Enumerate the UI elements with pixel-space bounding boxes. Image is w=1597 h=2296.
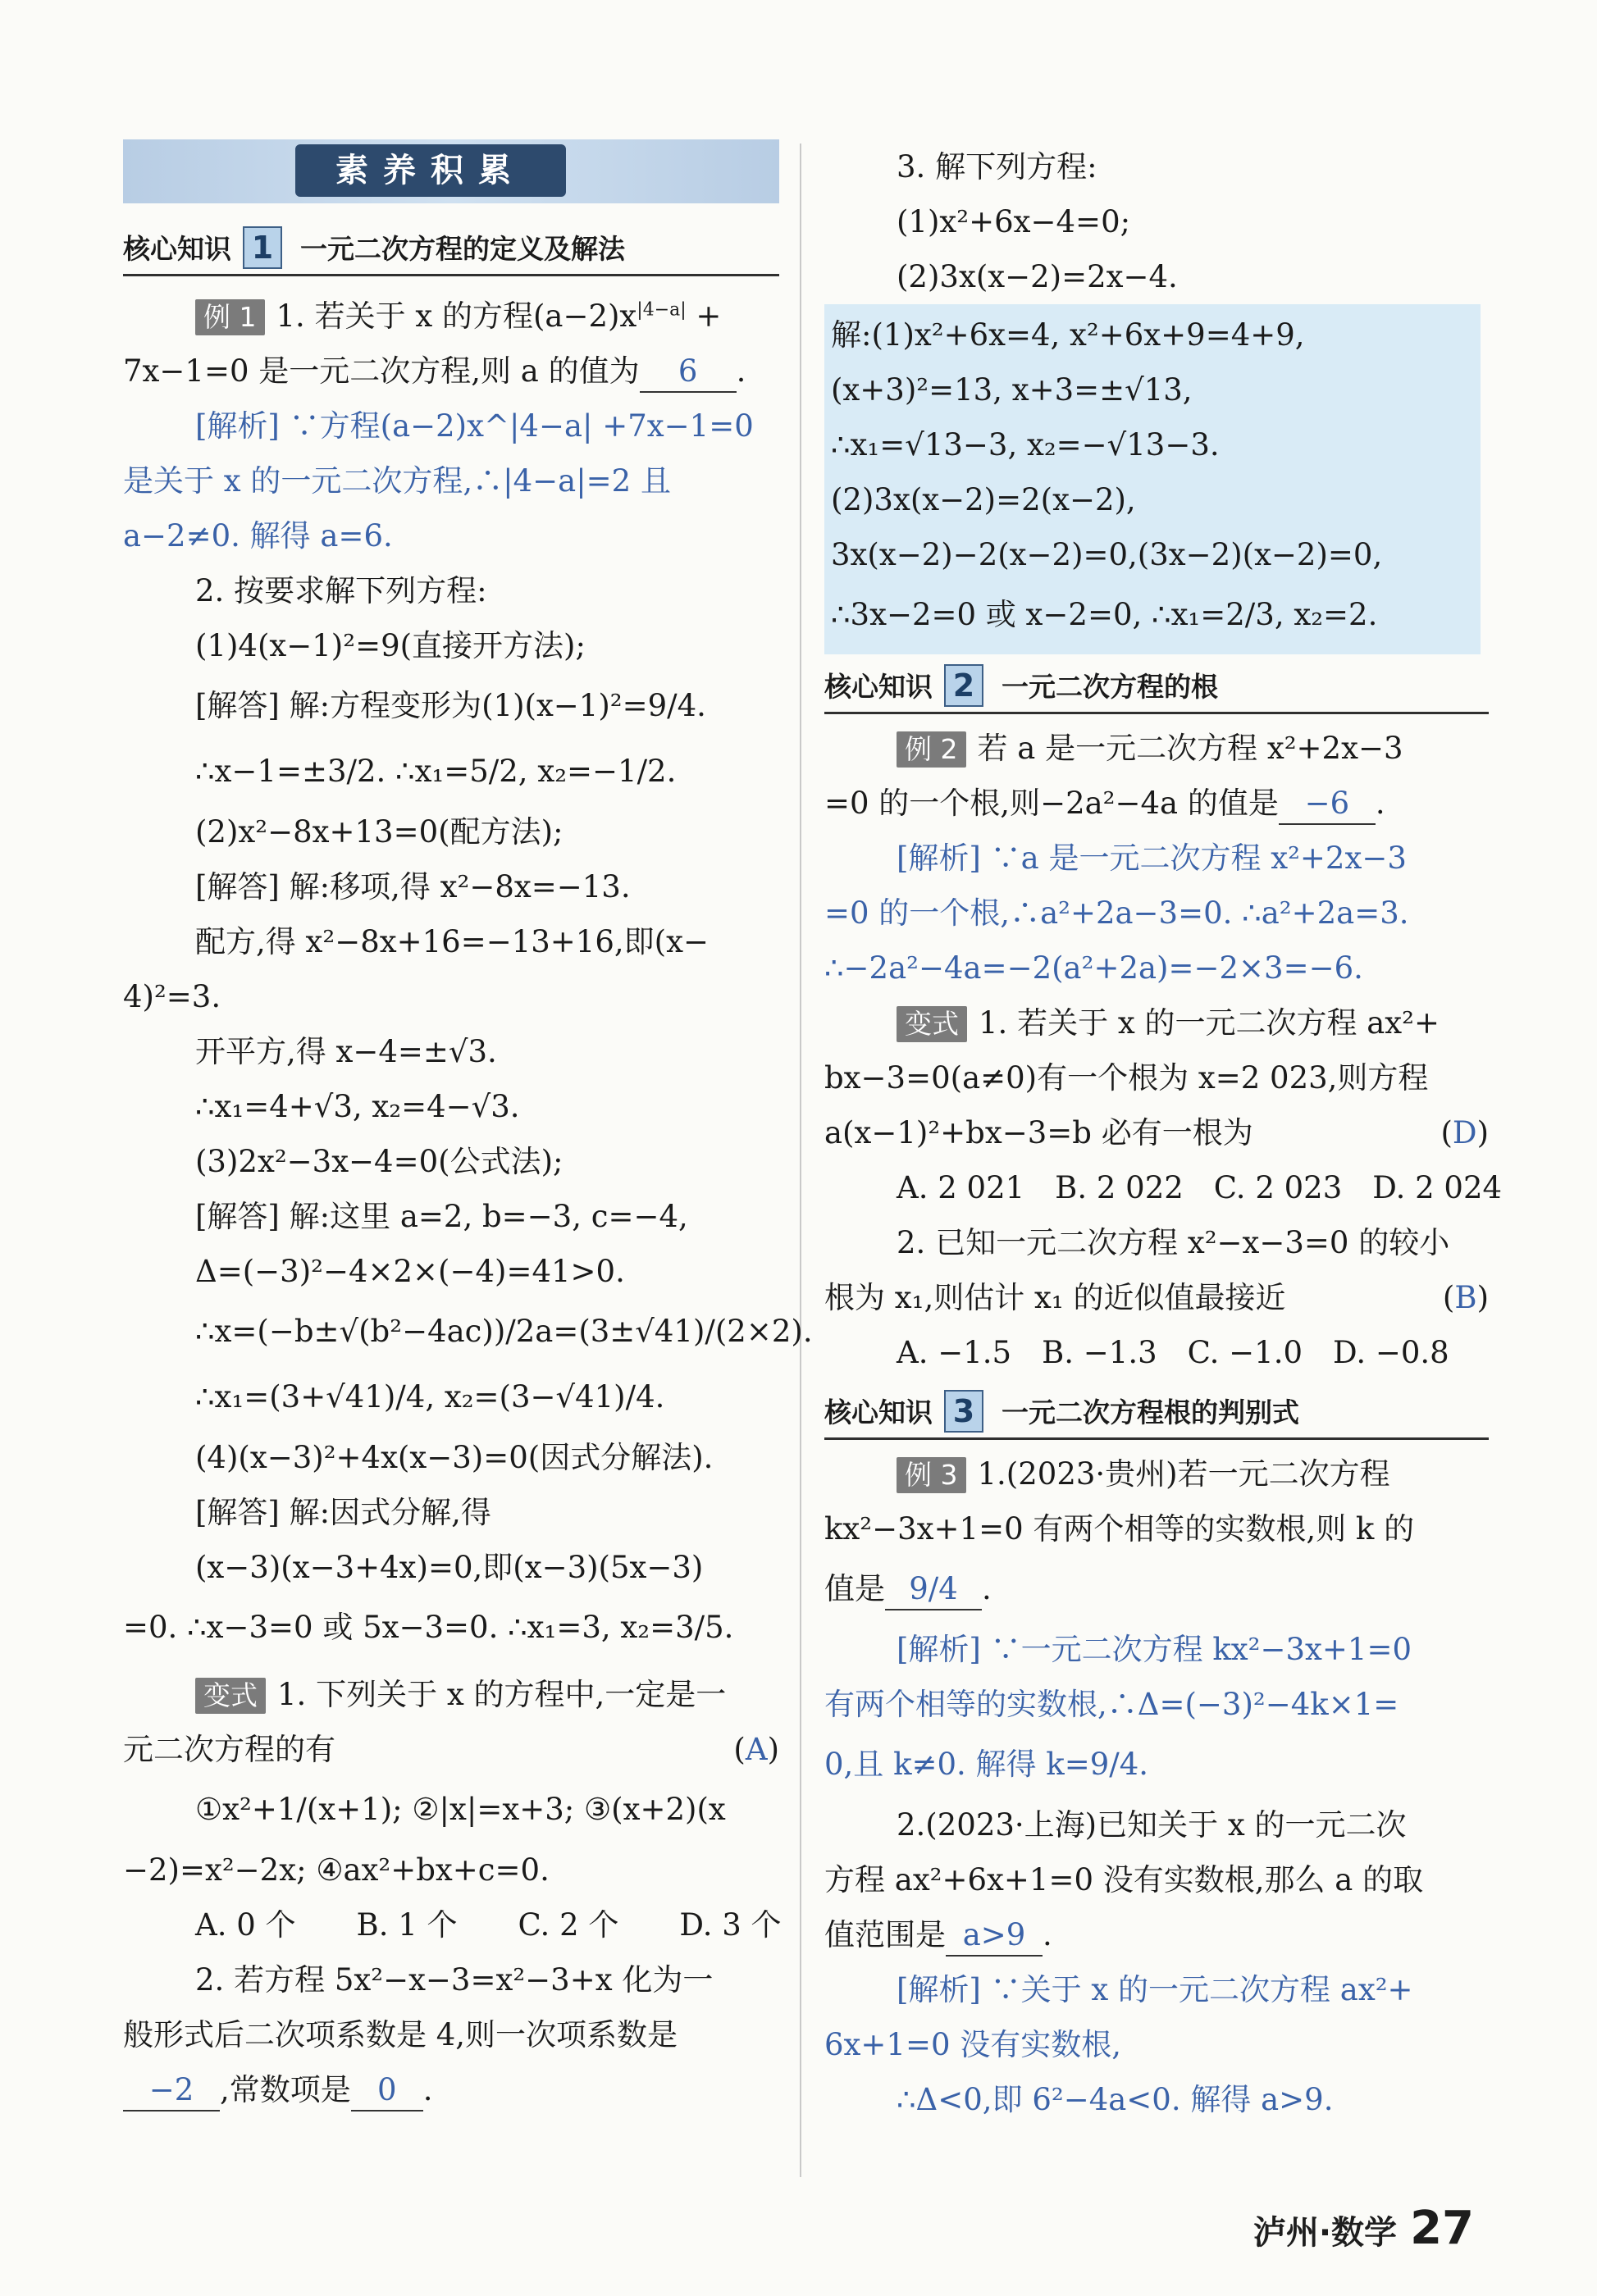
solution-line: 开平方,得 x−4=±√3. [195,1034,497,1070]
solution-line: ∴x₁=4+√3, x₂=4−√3. [195,1089,520,1125]
solution-line: [解答] 解:这里 a=2, b=−3, c=−4, [195,1199,688,1235]
analysis-line: 0,且 k≠0. 解得 k=9/4. [824,1747,1149,1782]
q3-title: 3. 解下列方程: [897,149,1097,184]
variant-q1-options-text: −2)=x²−2x; ④ax²+bx+c=0. [123,1852,550,1888]
solution-line: 4)²=3. [123,979,221,1015]
solution-line: =0. ∴x−3=0 或 5x−3=0. ∴x₁=3, x₂=3/5. [123,1610,734,1646]
core-knowledge-label: 核心知识 [123,233,231,265]
column-divider [800,144,801,2177]
answer-blank: 6 [640,352,737,393]
core-knowledge-label: 核心知识 [824,1396,933,1428]
analysis-line: a−2≠0. 解得 a=6. [123,518,393,554]
variant-2-q2-cont: 根为 x₁,则估计 x₁ 的近似值最接近 (B) [824,1270,1489,1325]
solution-line: ∴x=(−b±√(b²−4ac))/2a=(3±√41)/(2×2). [195,1314,813,1350]
answer-blank: 0 [351,2070,423,2112]
left-column [123,139,813,2117]
example-3-q1-cont: 值是 9/4 . [824,1556,1489,1622]
answer-blank: −6 [1279,784,1376,825]
variant-q2-cont: 般形式后二次项系数是 4,则一次项系数是 [123,2017,678,2053]
page-footer [1253,2202,1474,2255]
solution-line: ∴3x−2=0 或 x−2=0, ∴x₁=2/3, x₂=2. [831,597,1378,632]
analysis-line: 是关于 x 的一元二次方程,∴|4−a|=2 且 [123,463,671,499]
q-text: 1. 若关于 x 的方程$(a-2)x^{|4-a|}$ + [276,298,722,335]
solution-line: ∴x₁=√13−3, x₂=−√13−3. [831,427,1220,462]
example-3-q2-cont: 方程 ax²+6x+1=0 没有实数根,那么 a 的取 [824,1862,1424,1897]
example-3-q1-cont: kx²−3x+1=0 有两个相等的实数根,则 k 的 [824,1511,1415,1547]
core-knowledge-1-heading [123,225,779,276]
q3-part: (2)3x(x−2)=2x−4. [897,259,1178,294]
core-knowledge-number: 1 [243,226,282,269]
variant-q1-options-text: ①x²+1/(x+1); ②|x|=x+3; ③(x+2)(x [195,1792,726,1828]
variant-2-q1: 变式 1. 若关于 x 的一元二次方程 ax²+ [824,995,1489,1050]
variant-q2-answer: −2 ,常数项是 0 . [123,2062,779,2117]
banner-title: 素养积累 [295,144,566,197]
choice-answer: (A) [733,1732,779,1768]
variant-tag: 变式 [897,1006,967,1042]
core-knowledge-title: 一元二次方程的根 [1002,671,1218,703]
analysis-line: 有两个相等的实数根,∴Δ=(−3)²−4k×1= [824,1687,1399,1722]
example-1-q1 [123,283,779,344]
solution-line: ∴x−1=±3/2. ∴x₁=5/2, x₂=−1/2. [195,754,677,790]
example-tag: 例 2 [897,731,966,768]
solution-line: [解答] 解:移项,得 x²−8x=−13. [195,869,631,905]
footer-text: 泸州·数学 [1253,2214,1398,2252]
example-3-q1: 例 3 1.(2023·贵州)若一元二次方程 [824,1446,1489,1501]
example-2-cont: =0 的一个根,则−2a²−4a 的值是 −6 . [824,776,1489,831]
variant-q1-choices: A. 0 个 B. 1 个 C. 2 个 D. 3 个 [195,1907,782,1943]
variant-2-q1-cont: a(x−1)²+bx−3=b 必有一根为 (D) [824,1105,1489,1160]
core-knowledge-number: 2 [944,664,983,707]
solution-line: 配方,得 x²−8x+16=−13+16,即(x− [195,924,709,960]
question-text: (1)4(x−1)²=9(直接开方法); [195,628,586,664]
analysis-line: [解析] ∵a 是一元二次方程 x²+2x−3 [897,840,1407,876]
solution-line: (x+3)²=13, x+3=±√13, [831,372,1193,408]
analysis-line: =0 的一个根,∴a²+2a−3=0. ∴a²+2a=3. [824,895,1409,931]
choice-answer: (D) [1440,1115,1489,1150]
core-knowledge-2-heading [824,663,1489,714]
solution-line: [解答] 解:因式分解,得 [195,1495,491,1531]
example-2: 例 2 若 a 是一元二次方程 x²+2x−3 [824,721,1489,776]
analysis-line: ∴−2a²−4a=−2(a²+2a)=−2×3=−6. [824,950,1363,986]
answer-blank: 9/4 [885,1569,982,1610]
section-banner [123,139,779,203]
core-knowledge-title: 一元二次方程根的判别式 [1002,1396,1299,1428]
right-column [824,139,1503,2127]
example-tag: 例 1 [195,299,265,335]
answer-blank: a>9 [946,1916,1043,1957]
variant-q1-cont [123,1722,779,1777]
solution-line: ∴x₁=(3+√41)/4, x₂=(3−√41)/4. [195,1379,665,1415]
core-knowledge-label: 核心知识 [824,671,933,703]
variant-q2: 2. 若方程 5x²−x−3=x²−3+x 化为一 [195,1962,714,1998]
question-text: (4)(x−3)²+4x(x−3)=0(因式分解法). [195,1440,714,1476]
page-number: 27 [1410,2202,1474,2255]
analysis-line: ∴Δ<0,即 6²−4a<0. 解得 a>9. [897,2082,1334,2117]
solution-line: 解:(1)x²+6x=4, x²+6x+9=4+9, [831,317,1305,353]
variant-2-q1-choices: A. 2 021 B. 2 022 C. 2 023 D. 2 024 [897,1170,1503,1205]
core-knowledge-title: 一元二次方程的定义及解法 [300,233,625,265]
question-text: 2. 按要求解下列方程: [195,573,487,609]
example-3-q2-cont: 值范围是 a>9 . [824,1907,1489,1962]
solution-line: (x−3)(x−3+4x)=0,即(x−3)(5x−3) [195,1550,704,1586]
variant-2-q2-choices: A. −1.5 B. −1.3 C. −1.0 D. −0.8 [897,1335,1449,1370]
variant-q1 [123,1667,779,1722]
solution-line: 3x(x−2)−2(x−2)=0,(3x−2)(x−2)=0, [831,537,1383,572]
core-knowledge-number: 3 [944,1390,983,1433]
solution-line: Δ=(−3)²−4×2×(−4)=41>0. [195,1254,625,1290]
solution-line: [解答] 解:方程变形为(1)(x−1)²=9/4. [195,688,706,724]
analysis-line: [解析] ∵关于 x 的一元二次方程 ax²+ [897,1972,1413,2007]
analysis-line: [解析] ∵方程(a−2)x^|4−a| +7x−1=0 [195,408,754,444]
variant-tag: 变式 [195,1678,266,1714]
example-tag: 例 3 [897,1457,966,1493]
question-text: (3)2x²−3x−4=0(公式法); [195,1144,564,1180]
q-text: 元二次方程的有 [123,1732,335,1768]
q-text: 1. 下列关于 x 的方程中,一定是一 [277,1677,727,1713]
variant-2-q2: 2. 已知一元二次方程 x²−x−3=0 的较小 [897,1225,1450,1260]
analysis-line: 6x+1=0 没有实数根, [824,2027,1122,2062]
example-1-q1-cont: 7x−1=0 是一元二次方程,则 a 的值为 6 . [123,344,779,399]
example-3-q2: 2.(2023·上海)已知关于 x 的一元二次 [897,1807,1407,1843]
answer-blank: −2 [123,2070,220,2112]
question-text: (2)x²−8x+13=0(配方法); [195,814,564,850]
solution-line: (2)3x(x−2)=2(x−2), [831,482,1136,517]
analysis-line: [解析] ∵一元二次方程 kx²−3x+1=0 [897,1632,1412,1667]
choice-answer: (B) [1442,1280,1489,1315]
core-knowledge-3-heading [824,1388,1489,1440]
q3-part: (1)x²+6x−4=0; [897,204,1131,239]
variant-2-q1-cont: bx−3=0(a≠0)有一个根为 x=2 023,则方程 [824,1060,1429,1096]
solution-box [824,304,1481,654]
